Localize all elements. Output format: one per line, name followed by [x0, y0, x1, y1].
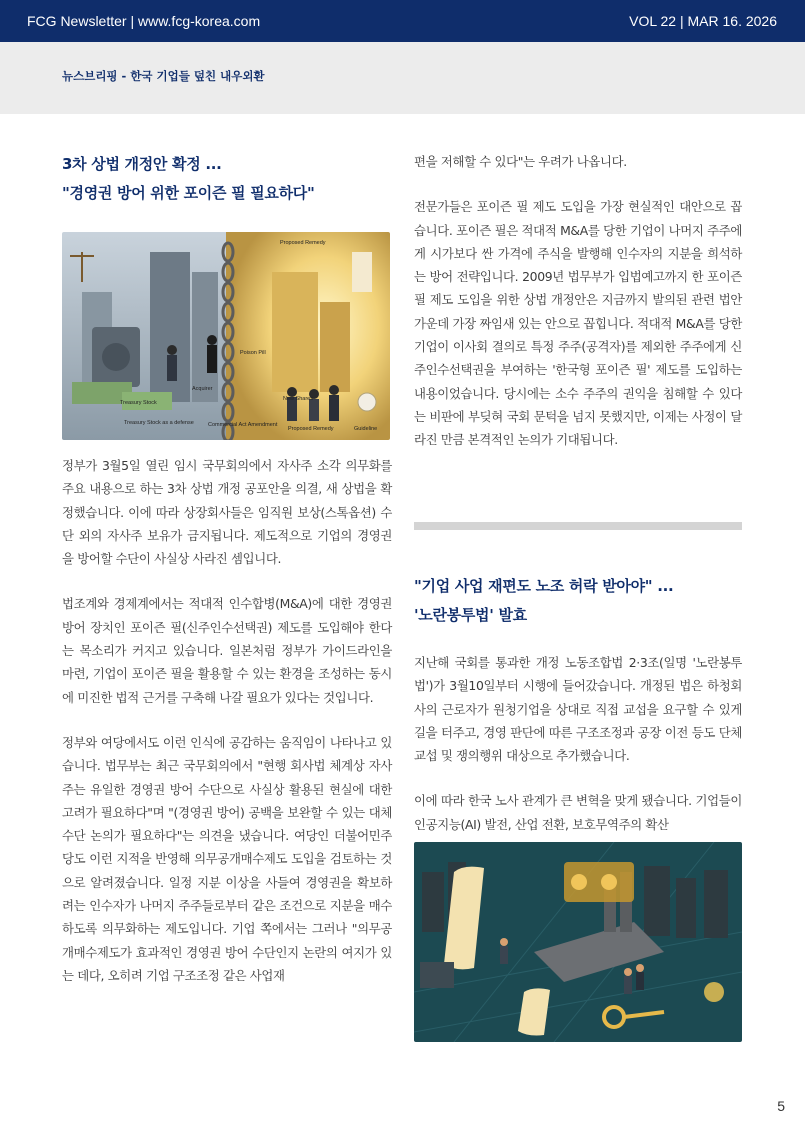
article2-paragraph-2: 이에 따라 한국 노사 관계가 큰 변혁을 맞게 됐습니다. 기업들이 인공지능(AI) 발전, 산업 전환, 보호무역주의 확산 [414, 793, 742, 832]
label-acquirer: Acquirer [192, 386, 213, 392]
section-bar [0, 42, 805, 114]
label-proposed-remedy-bottom: Proposed Remedy [288, 426, 334, 432]
article1-paragraph-4: 전문가들은 포이즌 필 제도 도입을 가장 현실적인 대안으로 꼽습니다. 포이즌 필은 적대적 M&A를 당한 기업이 나머지 주주에게 시가보다 싼 가격에 주식을 발행해 인수자의 지분을 희석하는 방어 전략입니다. 2009년 법무부가 입법예고까지 한 포이즌 필 제도 도입을 위한 상법 개정안은 지금까지 발의된 관련 법안 가운데 가장 짜임새 있는 안으로 꼽힙니다. 적대적 M&A를 당한 기업이 이사회 결의로 특정 주주(공격자)를 제외한 주주에게 신주인수선택권을 부여하는 '한국형 포이즌 필' 제도를 도입하는 내용이었습니다. 당시에는 소수 주주의 권익을 침해할 수 있다는 비판에 부딪혀 국회 문턱을 넘지 못했지만, 이제는 사정이 달라진 만큼 본격적인 논의가 기대됩니다. [414, 199, 742, 448]
article1-paragraph-3-continued: 편을 저해할 수 있다"는 우려가 나옵니다. [414, 154, 627, 169]
article2-paragraph-1: 지난해 국회를 통과한 개정 노동조합법 2·3조(일명 '노란봉투법')가 3월10일부터 시행에 들어갔습니다. 개정된 법은 하청회사의 근로자가 원청기업을 상대로 직접 교섭을 요구할 수 있게 길을 터주고, 경영 판단에 따른 구조조정과 공장 이전 등도 단체교섭 및 쟁의행위 대상으로 추가했습니다. [414, 655, 742, 764]
article1-paragraph-1: 정부가 3월5일 열린 임시 국무회의에서 자사주 소각 의무화를 주요 내용으로 하는 3차 상법 개정 공포안을 의결, 새 상법을 확정했습니다. 이에 따라 상장회사들은 임직원 보상(스톡옵션) 수단 외의 자사주 보유가 금지됩니다. 제도적으로 기업의 경영권을 방어할 수단이 사실상 사라진 셈입니다. [62, 458, 392, 567]
article1-title-line2: "경영권 방어 위한 포이즌 필 필요하다" [62, 184, 315, 202]
article1-title-line1: 3차 상법 개정안 확정 ... [62, 155, 222, 173]
article2 [414, 572, 742, 1042]
label-treasury-stock: Treasury Stock [120, 400, 157, 406]
label-proposed-remedy-top: Proposed Remedy [280, 240, 326, 246]
article1-illustration [62, 232, 390, 440]
labor-restructuring-illustration [414, 842, 742, 1042]
issue-info: VOL 22 | MAR 16. 2026 [629, 13, 777, 29]
section-label: 뉴스브리핑 - 한국 기업들 덮친 내우외환 [62, 69, 265, 83]
label-new-shares: New Shares [283, 396, 313, 402]
newsletter-header-bar [0, 0, 805, 42]
article2-title-line1: "기업 사업 재편도 노조 허락 받아야" ... [414, 577, 674, 595]
article1-paragraph-2: 법조계와 경제계에서는 적대적 인수합병(M&A)에 대한 경영권 방어 장치인 포이즌 필(신주인수선택권) 제도를 도입해야 한다는 목소리가 커지고 있습니다. 일본처럼 정부가 가이드라인을 마련, 기업이 포이즌 필을 활용할 수 있는 환경을 조성하는 동시에 미진한 법적 근거를 구축해 나갈 필요가 있다는 것입니다. [62, 596, 392, 705]
label-commercial-act: Commercial Act Amendment [208, 422, 278, 428]
section-divider [414, 522, 742, 530]
article1-paragraph-3: 정부와 여당에서도 이런 인식에 공감하는 움직임이 나타나고 있습니다. 법무부는 최근 국무회의에서 "현행 회사법 체계상 자사주는 유일한 경영권 방어 수단으로 사실상 활용된 현실에 대한 고려가 필요하다"며 "(경영권 방어) 공백을 보완할 수 있는 대체 수단 논의가 필요하다"는 의견을 냈습니다. 여당인 더불어민주당도 이런 지적을 반영해 의무공개매수제도 도입을 검토하는 것으로 알려졌습니다. 일정 지분 이상을 사들여 경영권을 확보하려는 인수자가 나머지 주주들로부터 같은 조건으로 지분을 매수하도록 의무화하는 제도입니다. 기업 쪽에서는 그러나 "의무공개매수제도가 효과적인 경영권 방어 수단인지 논란의 여지가 있는 데다, 오히려 기업 구조조정 같은 사업재 [62, 734, 392, 983]
left-column [62, 150, 392, 987]
article2-illustration [414, 842, 742, 1042]
right-column [414, 150, 742, 452]
article1-title [62, 150, 392, 208]
page-number: 5 [777, 1098, 785, 1114]
label-guideline: Guideline [354, 426, 378, 432]
label-treasury-stock-defense: Treasury Stock as a defense [124, 420, 194, 426]
article2-title [414, 572, 742, 630]
poison-pill-illustration [62, 232, 390, 440]
newsletter-name: FCG Newsletter | www.fcg-korea.com [27, 13, 261, 29]
article2-title-line2: '노란봉투법' 발효 [414, 606, 527, 624]
label-poison-pill: Poison Pill [240, 350, 266, 356]
